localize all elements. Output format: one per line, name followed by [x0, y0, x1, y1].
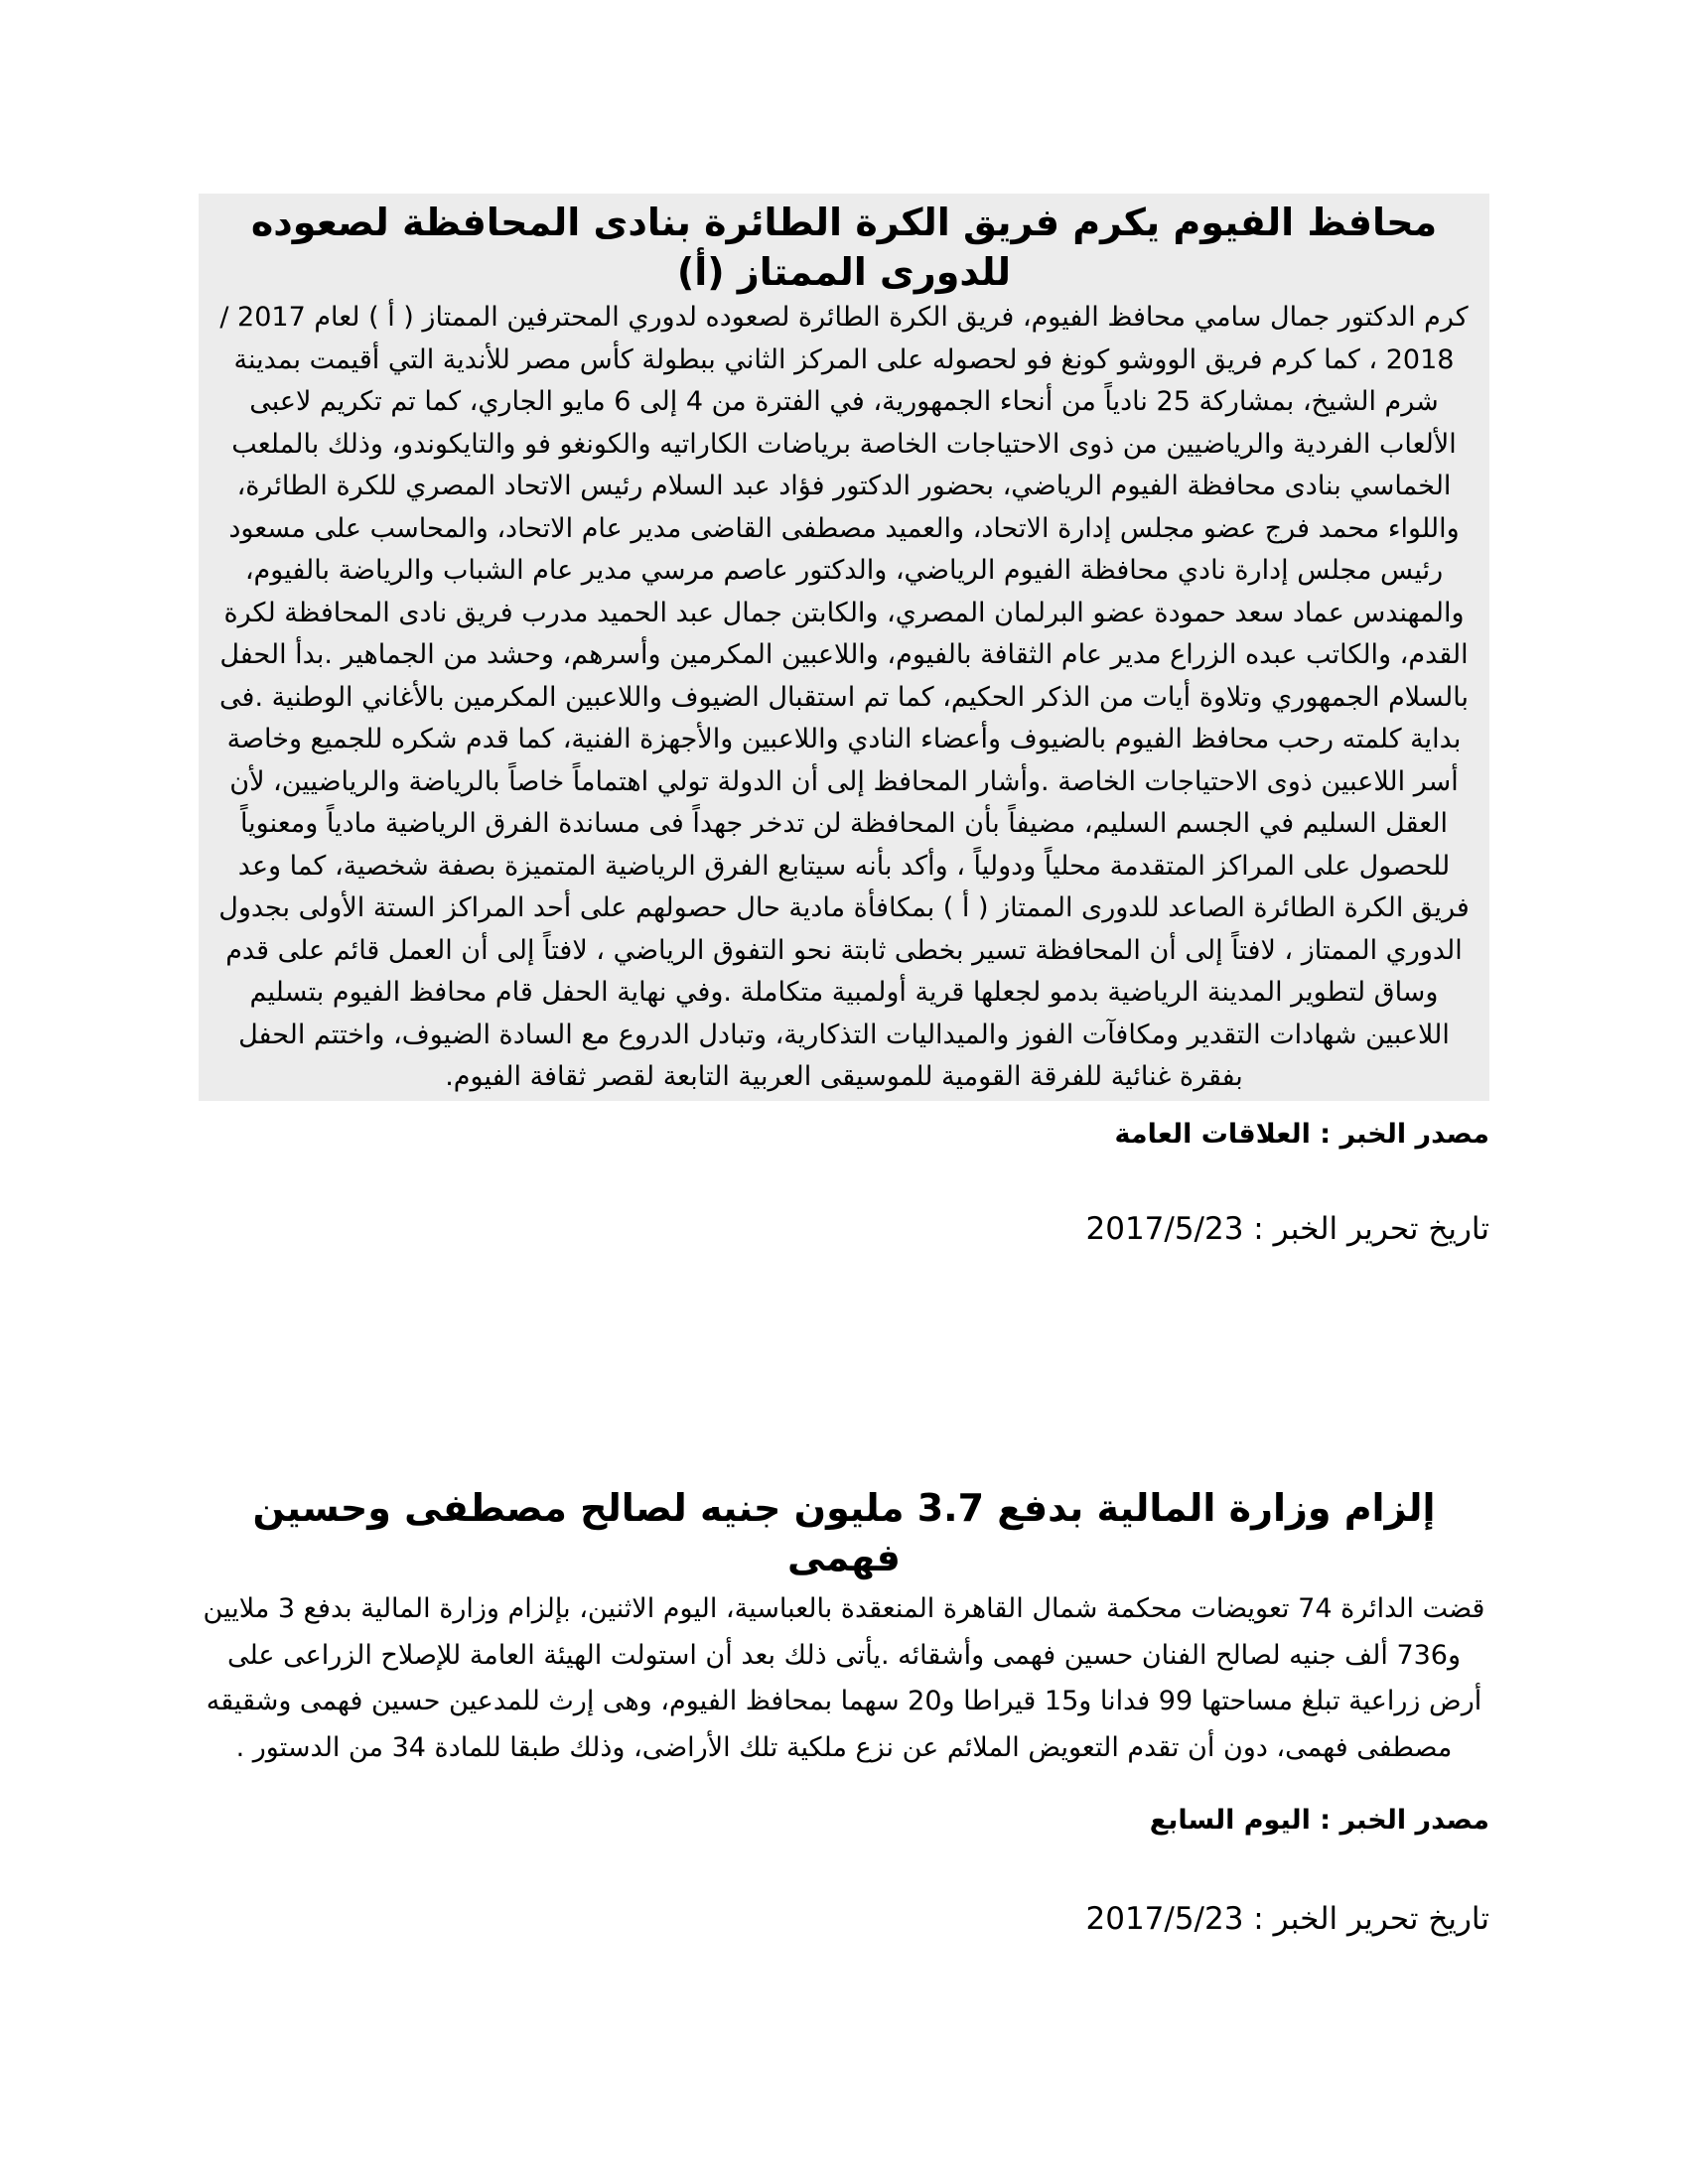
article-1-headline: محافظ الفيوم يكرم فريق الكرة الطائرة بنادى المحافظة لصعوده للدورى الممتاز (أ) [250, 201, 1438, 294]
news-article-1 [199, 194, 1489, 1247]
article-2-date: تاريخ تحرير الخبر : 2017/5/23 [1085, 1901, 1489, 1937]
article-2-body: قضت الدائرة 74 تعويضات محكمة شمال القاهرة المنعقدة بالعباسية، اليوم الاثنين، بإلزام وزارة المالية بدفع 3 ملايين و736 ألف جنيه لصالح الفنان حسين فهمى وأشقائه .يأتى ذلك بعد أن استولت الهيئة العامة للإصلاح الزراعى على أرض زراعية تبلغ مساحتها 99 فدانا و15 قيراطا و20 سهما بمحافظ الفيوم، وهى إرث للمدعين حسين فهمى وشقيقه مصطفى فهمى، دون أن تقدم التعويض الملائم عن نزع ملكية تلك الأراضى، وذلك طبقا للمادة 34 من الدستور . [203, 1593, 1485, 1763]
article-1-date: تاريخ تحرير الخبر : 2017/5/23 [1085, 1210, 1489, 1247]
article-1-source: مصدر الخبر : العلاقات العامة [1114, 1118, 1489, 1150]
article-1-body: كرم الدكتور جمال سامي محافظ الفيوم، فريق الكرة الطائرة لصعوده لدوري المحترفين الممتاز ( أ ) لعام 2017 / 2018 ، كما كرم فريق الووشو كونغ فو لحصوله على المركز الثاني ببطولة كأس مصر للأندية التي أقيمت بمدينة شرم الشيخ، بمشاركة 25 نادياً من أنحاء الجمهورية، في الفترة من 4 إلى 6 مايو الجاري، كما تم تكريم لاعبى الألعاب الفردية والرياضيين من ذوى الاحتياجات الخاصة برياضات الكاراتيه والكونغو فو والتايكوندو، وذلك بالملعب الخماسي بنادى محافظة الفيوم الرياضي، بحضور الدكتور فؤاد عبد السلام رئيس الاتحاد المصري للكرة الطائرة، واللواء محمد فرج عضو مجلس إدارة الاتحاد، والعميد مصطفى القاضى مدير عام الاتحاد، والمحاسب على مسعود رئيس مجلس إدارة نادي محافظة الفيوم الرياضي، والدكتور عاصم مرسي مدير عام الشباب والرياضة بالفيوم، والمهندس عماد سعد حمودة عضو البرلمان المصري، والكابتن جمال عبد الحميد مدرب فريق نادى المحافظة لكرة القدم، والكاتب عبده الزراع مدير عام الثقافة بالفيوم، واللاعبين المكرمين وأسرهم، وحشد من الجماهير .بدأ الحفل بالسلام الجمهوري وتلاوة أيات من الذكر الحكيم، كما تم استقبال الضيوف واللاعبين المكرمين بالأغاني الوطنية .فى بداية كلمته رحب محافظ الفيوم بالضيوف وأعضاء النادي واللاعبين والأجهزة الفنية، كما قدم شكره للجميع وخاصة أسر اللاعبين ذوى الاحتياجات الخاصة .وأشار المحافظ إلى أن الدولة تولي اهتماماً خاصاً بالرياضة والرياضيين، لأن العقل السليم في الجسم السليم، مضيفاً بأن المحافظة لن تدخر جهداً فى مساندة الفرق الرياضية مادياً ومعنوياً للحصول على المراكز المتقدمة محلياً ودولياً ، وأكد بأنه سيتابع الفرق الرياضية المتميزة بصفة شخصية، كما وعد فريق الكرة الطائرة الصاعد للدورى الممتاز ( أ ) بمكافأة مادية حال حصولهم على أحد المراكز الستة الأولى بجدول الدوري الممتاز ، لافتاً إلى أن المحافظة تسير بخطى ثابتة نحو التفوق الرياضي ، لافتاً إلى أن العمل قائم على قدم وساق لتطوير المدينة الرياضية بدمو لجعلها قرية أولمبية متكاملة .وفي نهاية الحفل قام محافظ الفيوم بتسليم اللاعبين شهادات التقدير ومكافآت الفوز والميداليات التذكارية، وتبادل الدروع مع السادة الضيوف، واختتم الحفل بفقرة غنائية للفرقة القومية للموسيقى العربية التابعة لقصر ثقافة الفيوم. [218, 302, 1470, 1092]
article-2-headline: إلزام وزارة المالية بدفع 3.7 مليون جنيه لصالح مصطفى وحسين فهمى [252, 1486, 1436, 1579]
article-1-shaded-block [199, 194, 1489, 1101]
article-2-source: مصدر الخبر : اليوم السابع [1149, 1805, 1489, 1836]
news-article-2 [199, 1479, 1489, 1937]
